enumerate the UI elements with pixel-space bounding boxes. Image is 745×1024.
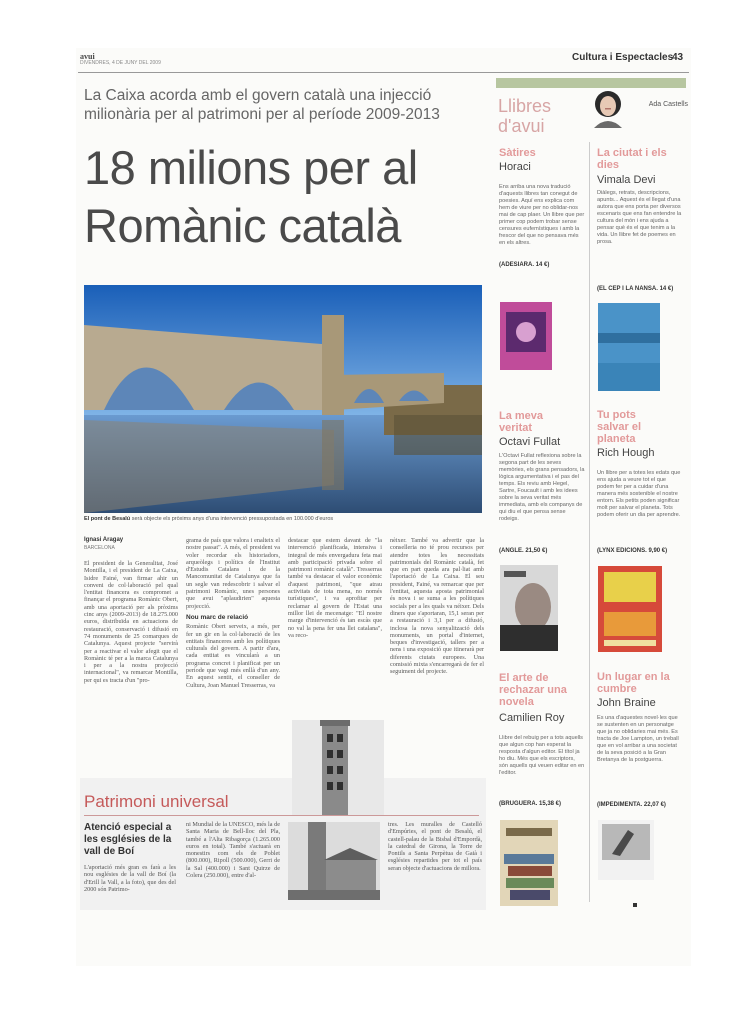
books-column-divider	[589, 142, 590, 902]
patrimoni-text: ni Mundial de la UNESCO, més la de Santa Maria de Bell-lloc del Pla, també a l'Alta Ribagorça (1.265.000 euros en total). També s'actuarà en monestirs com els de Poblet (800.000), Ripoll (500.000), Gerri de la Sal (400.000) i Sant Quirze de Colera (250.000), entre d'al-	[186, 821, 280, 880]
article-subheading: Nou marc de relació	[186, 613, 249, 621]
byline-place: BARCELONA	[84, 545, 115, 551]
page-number: 43	[672, 52, 684, 63]
book-publisher-price: (LYNX EDICIONS. 9,90 €)	[597, 548, 668, 554]
article-text: grama de país que valora i enalteix el nostre passat". A més, el president va voler recordar els historiadors, arqueòlegs i polítics de l'Institut d'Estudis Catalans i de la Mancomunitat de Catalunya que fa un segle van redescobrir i salvar el patrimoni Romànic, unes persones que avui "aplaudirien" aquesta projecció.	[186, 537, 280, 610]
book-review: L'Octavi Fullat reflexiona sobre la segona part de les seves memòries, els grans pensadors, la lògica argumentativa i el pas del temps. Els reviu amb Hegel, Sartre, Foucault i amb les idees sobre la seva veritat més immediata, amb els companys de qui diu el que pensa sense rodeigs.	[499, 453, 585, 522]
book-review: Llibre del rebuig per a tots aquells que algun cop han esperat la resposta d'algun editor. El títol ja ho diu. Més que els escriptors, són aquells qui veuen editar en en l'editor.	[499, 735, 585, 776]
book-publisher-price: (IMPEDIMENTA. 22,07 €)	[597, 802, 666, 808]
bell-tower-photo	[292, 720, 384, 815]
books-column-title: Llibres d'avui	[498, 96, 552, 136]
article-text: Romànic Obert serveix, a més, per fer un gir en la col·laboració de les entitats financeres amb les polítiques culturals del govern. A partir d'ara, cada entitat es vincularà a un programa concret i planificat per un període que vagi més enllà d'un any. En aquest sentit, el conseller de Cultura, Joan Manuel Tresserras, va	[186, 623, 280, 689]
book-author: Octavi Fullat	[499, 436, 561, 448]
book-review: Es una d'aquestes novel·les que se sustenten en un personatge que ja no oblidaries mai més. Es tracta de Joe Lampton, un treball que en vol arribar a una societat de la seva posició a la Gran Bretanya de la postguerra.	[597, 715, 679, 763]
book-author: John Braine	[597, 697, 656, 709]
book-cover	[500, 565, 558, 651]
book-cover	[598, 820, 654, 880]
article-text: nèixer. També va advertir que la conselleria no té prou recursos per atendre totes les necessitats patrimonials del Romànic català, fet que en part queda ara pal·liat amb l'aportació de La Caixa. El seu president, Fainé, va remarcar que per l'entitat, aquesta aposta patrimonial és nova i se suma a les polítiques socials per a les quals va néixer. Dels diners que s'aportaran, 15,1 seran per a restauració i 3,1 per a difusió, inclosa la nova senyalització dels monuments, un portal d'internet, beques d'investigació, tallers per a nens i una exposició que itinerarà per diferents ciutats europees. Una comissió mixta s'encarregarà de fer el seguiment del projecte.	[390, 537, 484, 676]
article-column-4	[390, 537, 484, 770]
book-cover	[598, 303, 660, 391]
patrimoni-title: Patrimoni universal	[84, 792, 229, 811]
book-title: La ciutat i els dies	[597, 147, 667, 171]
besalu-bridge-photo	[84, 285, 482, 513]
header-divider	[78, 72, 689, 73]
book-author: Rich Hough	[597, 447, 655, 459]
section-title: Cultura i Espectacles	[572, 52, 674, 63]
book-publisher-price: (ADESIARA. 14 €)	[499, 262, 550, 268]
books-header-bar	[496, 78, 686, 88]
patrimoni-column-2	[186, 821, 280, 907]
article-subhead: La Caixa acorda amb el govern català una injecció milionària per al patrimoni per al període 2009-2013	[84, 87, 440, 123]
end-mark	[633, 903, 637, 907]
book-author: Vimala Devi	[597, 174, 656, 186]
book-review: Diàlegs, retrats, descripcions, apunts... Aquest és el llegat d'una autora que ens porta per diversos escenaris que ens fan entendre la cultura del món i ens ajuda a pensar què és el que tenim a la vida. Un llibre fet de poemes en prosa.	[597, 190, 682, 245]
article-headline: 18 milions per al Romànic català	[84, 141, 418, 252]
book-title: Sàtires	[499, 147, 536, 159]
book-title: Tu pots salvar el planeta	[597, 409, 642, 445]
article-column-2	[186, 537, 280, 761]
article-text: destacar que estem davant de "la intervenció planificada, intensiva i integral de més envergadura feta mai amb participació privada sobre el patrimoni romànic català". Tresserras també va destacar el valor econòmic d'aquest patrimoni, "que atrau activitats de tota mena, no només turístiques", i va aprofitar per reclamar al govern de l'Estat una millor llei de mecenatge: "El nostre marge d'intervenció és tan escàs que no val la pena fer una llei catalana", va reco-	[288, 537, 382, 639]
photo-caption	[84, 516, 482, 522]
patrimoni-column-1	[84, 864, 176, 908]
caption-text: serà objecte els pròxims anys d'una intervenció pressupostada en 100.000 d'euros	[131, 516, 334, 522]
book-cover	[500, 302, 552, 370]
book-review: Ens arriba una nova tradució d'aquests llibres tan conegut de poesies. Aquí ens explica com hem de viure per no oblidar-nos mai de cap plaer. Un llibre que per primer cop podem trobar sense censures eufemístiques i amb la frescor del que no pensava més en els altres.	[499, 184, 585, 246]
book-publisher-price: (EL CEP I LA NANSA. 14 €)	[597, 286, 674, 292]
newspaper-logo: avui	[80, 52, 95, 61]
article-column-3	[288, 537, 382, 697]
book-title: Un lugar en la cumbre	[597, 671, 670, 695]
book-cover	[598, 566, 662, 652]
columnist-avatar	[592, 90, 624, 128]
patrimoni-divider	[84, 815, 479, 816]
church-photo	[288, 822, 380, 900]
patrimoni-text: tres. Les muralles de Castelló d'Empúries, el pont de Besalú, el castell-palau de la Bisbal d'Empordà, la catedral de Girona, la Torre de Pontils a Santa Perpètua de Gaià i esglésies repartides per tot el país seran objecte d'actuacions de millora.	[388, 821, 482, 872]
patrimoni-heading: Atenció especial a les esglésies de la vall de Boí	[84, 822, 172, 857]
article-column-1	[84, 560, 178, 760]
patrimoni-column-3	[388, 821, 482, 907]
byline: Ignasi Aragay	[84, 537, 124, 543]
book-publisher-price: (ANGLE. 21,50 €)	[499, 548, 548, 554]
article-text: El president de la Generalitat, José Montilla, i el president de La Caixa, Isidre Fainé, van firmar ahir un conveni de col·laboració pel qual l'entitat financera es compromet a finançar el programa Romànic Obert, amb una aportació per als pròxims cinc anys (2009-2013) de 18.275.000 euros, distribuïda en actuacions de restauració, conservació i difusió en 74 monuments de 25 comarques de Catalunya. Aquest projecte "servirà per a reactivar el valor afegit que el Romànic té per a la marca Catalunya i per a la nostra projecció internacional", va remarcar Montilla, per qui es tracta d'un "pro-	[84, 560, 178, 684]
columnist-name: Ada Castells	[648, 101, 688, 108]
book-author: Camilien Roy	[499, 712, 565, 724]
issue-date: DIVENDRES, 4 DE JUNY DEL 2009	[80, 60, 161, 66]
book-title: El arte de rechazar una novela	[499, 672, 567, 708]
book-title: La meva veritat	[499, 410, 544, 434]
caption-bold: El pont de Besalú	[84, 516, 131, 522]
patrimoni-text: L'aportació més gran es farà a les nou esglésies de la vall de Boí (la d'Erill la Vall, a la foto), que des del 2000 són Patrimo-	[84, 864, 176, 893]
book-publisher-price: (BRUGUERA. 15,38 €)	[499, 801, 562, 807]
book-cover	[500, 820, 558, 906]
book-author: Horaci	[499, 161, 531, 173]
book-review: Un llibre per a totes les edats que ens ajuda a veure tot el que podem fer per a cuidar d'una manera més sostenible el nostre entorn. Els petits poden significar molt per salvar el planeta. Tots podem oferir un dia per aprendre.	[597, 470, 681, 518]
